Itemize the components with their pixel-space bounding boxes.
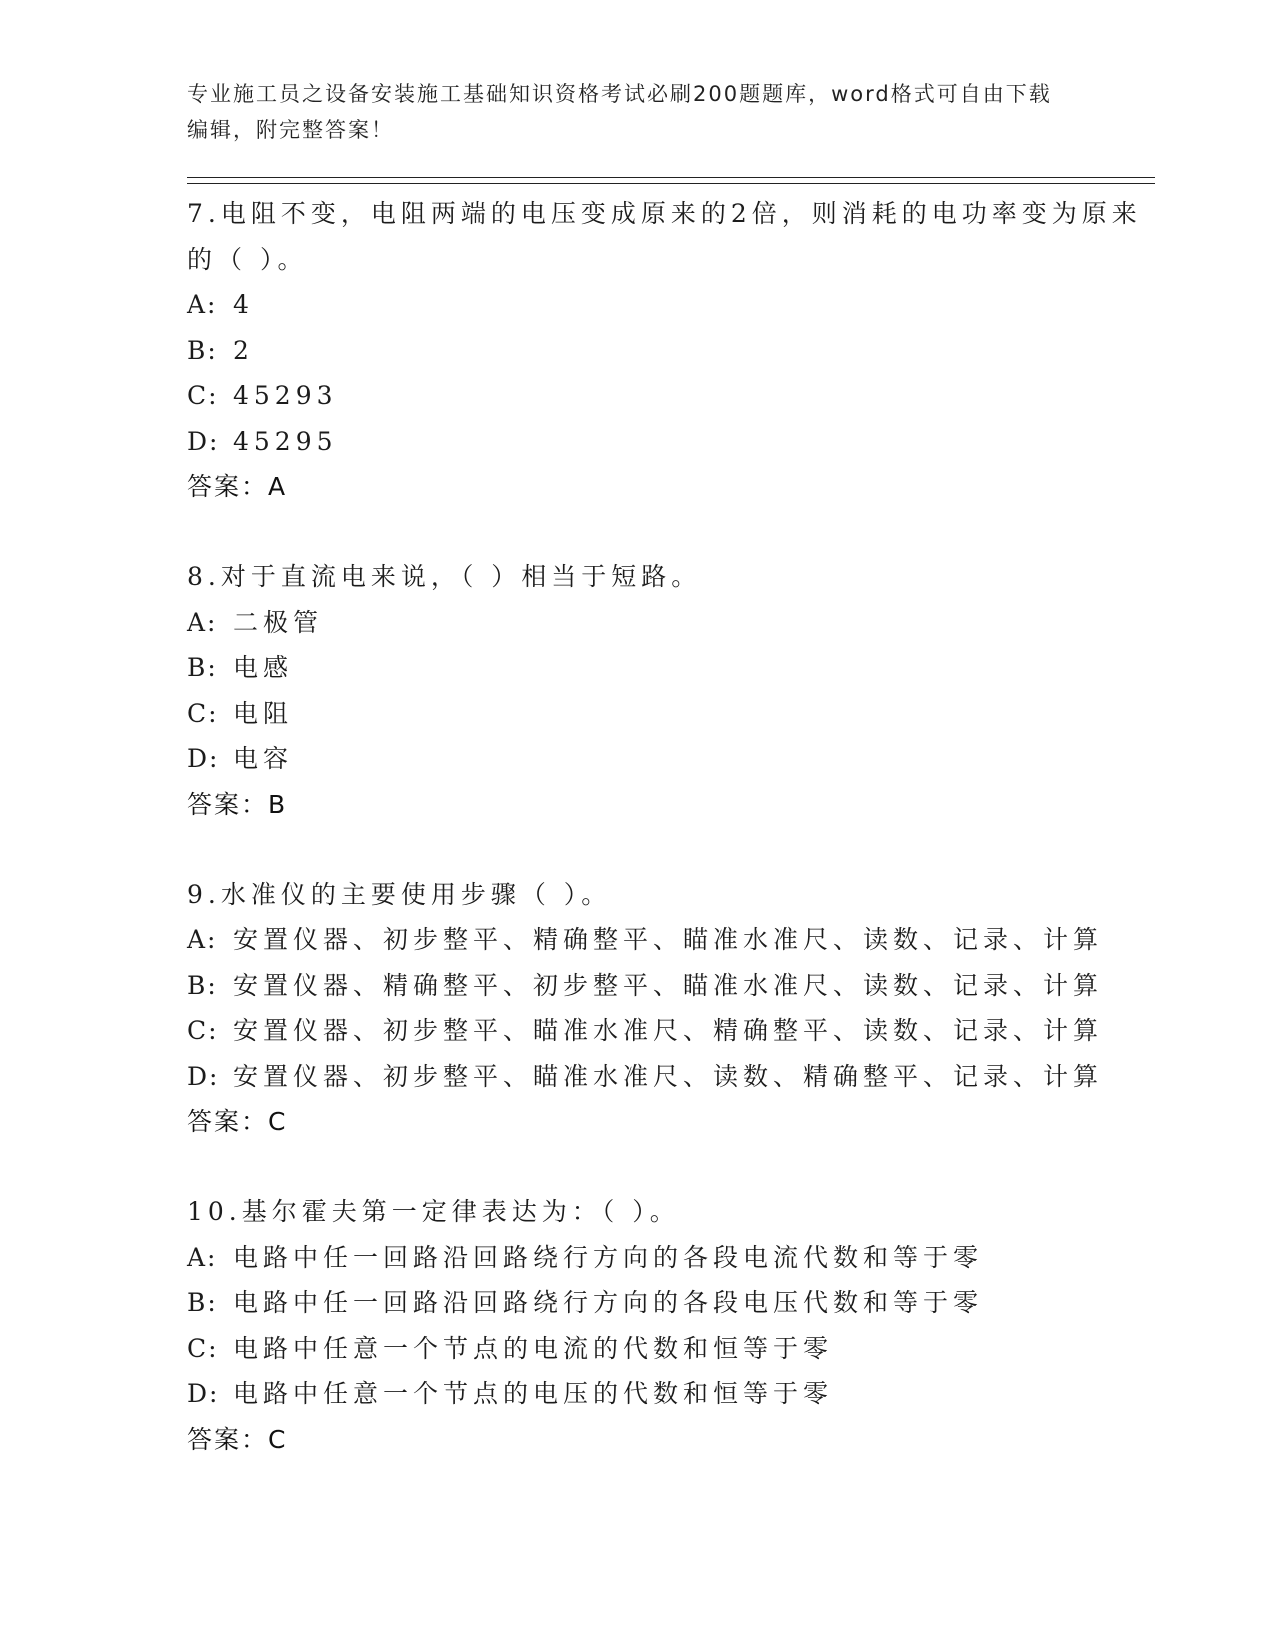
option-text: 电路中任意一个节点的电压的代数和恒等于零 [233, 1379, 834, 1408]
answer-value: C [268, 1107, 288, 1136]
question-text: 对于直流电来说，（ ）相当于短路。 [220, 562, 702, 591]
option-text: 45293 [233, 381, 338, 410]
option-label: D: [187, 1061, 220, 1091]
option-c [187, 1008, 1147, 1054]
answer-label: 答案： [187, 1107, 269, 1136]
option-a [187, 282, 1147, 328]
option-text: 4 [233, 290, 254, 319]
answer-label: 答案： [187, 472, 269, 501]
question-7 [187, 191, 1147, 510]
answer-value: B [268, 789, 288, 819]
question-stem [187, 872, 1147, 918]
question-stem [187, 191, 1147, 282]
question-number: 8. [187, 562, 221, 591]
question-list [187, 191, 1147, 1507]
option-text: 电感 [233, 653, 294, 682]
option-label: A: [187, 290, 218, 319]
question-9 [187, 872, 1147, 1146]
question-text: 电阻不变，电阻两端的电压变成原来的2倍，则消耗的电功率变为原来的（ ）。 [187, 199, 1142, 274]
answer-value: C [268, 1424, 288, 1454]
option-d [187, 1371, 1147, 1417]
answer-label: 答案： [187, 789, 269, 819]
document-header [187, 76, 1067, 148]
option-text: 电路中任一回路沿回路绕行方向的各段电流代数和等于零 [233, 1242, 984, 1272]
option-text: 电容 [233, 744, 294, 773]
option-text: 安置仪器、初步整平、精确整平、瞄准水准尺、读数、记录、计算 [233, 925, 1104, 954]
answer-value: A [268, 472, 288, 501]
option-label: A: [187, 925, 218, 954]
question-stem [187, 554, 1147, 600]
answer-label: 答案： [187, 1424, 269, 1454]
answer-line [187, 464, 1147, 510]
option-d [187, 419, 1147, 465]
header-divider-bottom [187, 183, 1155, 184]
option-text: 45295 [233, 426, 338, 456]
question-number: 9. [187, 879, 221, 909]
option-d [187, 736, 1147, 782]
answer-line [187, 1417, 1147, 1463]
question-text: 水准仪的主要使用步骤（ ）。 [220, 879, 612, 909]
question-number: 10. [187, 1197, 242, 1226]
answer-line [187, 782, 1147, 828]
option-c [187, 373, 1147, 419]
option-a [187, 917, 1147, 963]
option-label: B: [187, 970, 218, 1000]
option-b [187, 328, 1147, 374]
option-label: D: [187, 1379, 220, 1408]
option-b [187, 1280, 1147, 1326]
answer-line [187, 1099, 1147, 1145]
option-c [187, 691, 1147, 737]
question-text: 基尔霍夫第一定律表达为：（ ）。 [241, 1197, 680, 1226]
header-text: 专业施工员之设备安装施工基础知识资格考试必刷200题题库，word格式可自由下载编辑，附完整答案！ [187, 82, 1052, 142]
option-a [187, 600, 1147, 646]
option-text: 安置仪器、初步整平、瞄准水准尺、精确整平、读数、记录、计算 [233, 1016, 1104, 1045]
option-text: 电路中任意一个节点的电流的代数和恒等于零 [233, 1333, 834, 1363]
option-label: D: [187, 426, 220, 456]
question-number: 7. [187, 199, 221, 228]
option-label: C: [187, 381, 219, 410]
option-text: 电阻 [233, 698, 294, 728]
option-label: A: [187, 1242, 218, 1272]
option-b [187, 645, 1147, 691]
option-label: A: [187, 607, 218, 637]
option-b [187, 963, 1147, 1009]
question-8 [187, 554, 1147, 828]
option-label: D: [187, 744, 220, 773]
header-divider-top [187, 177, 1155, 178]
option-a [187, 1235, 1147, 1281]
option-text: 安置仪器、初步整平、瞄准水准尺、读数、精确整平、记录、计算 [233, 1061, 1104, 1091]
option-label: C: [187, 698, 219, 728]
option-label: C: [187, 1016, 219, 1045]
option-d [187, 1054, 1147, 1100]
option-label: B: [187, 1288, 218, 1317]
option-label: B: [187, 653, 218, 682]
question-10 [187, 1189, 1147, 1463]
option-text: 电路中任一回路沿回路绕行方向的各段电压代数和等于零 [233, 1288, 984, 1317]
option-label: B: [187, 335, 218, 365]
option-c [187, 1326, 1147, 1372]
question-stem [187, 1189, 1147, 1235]
option-text: 安置仪器、精确整平、初步整平、瞄准水准尺、读数、记录、计算 [233, 970, 1104, 1000]
option-text: 二极管 [233, 607, 324, 637]
option-label: C: [187, 1333, 219, 1363]
option-text: 2 [233, 335, 254, 365]
